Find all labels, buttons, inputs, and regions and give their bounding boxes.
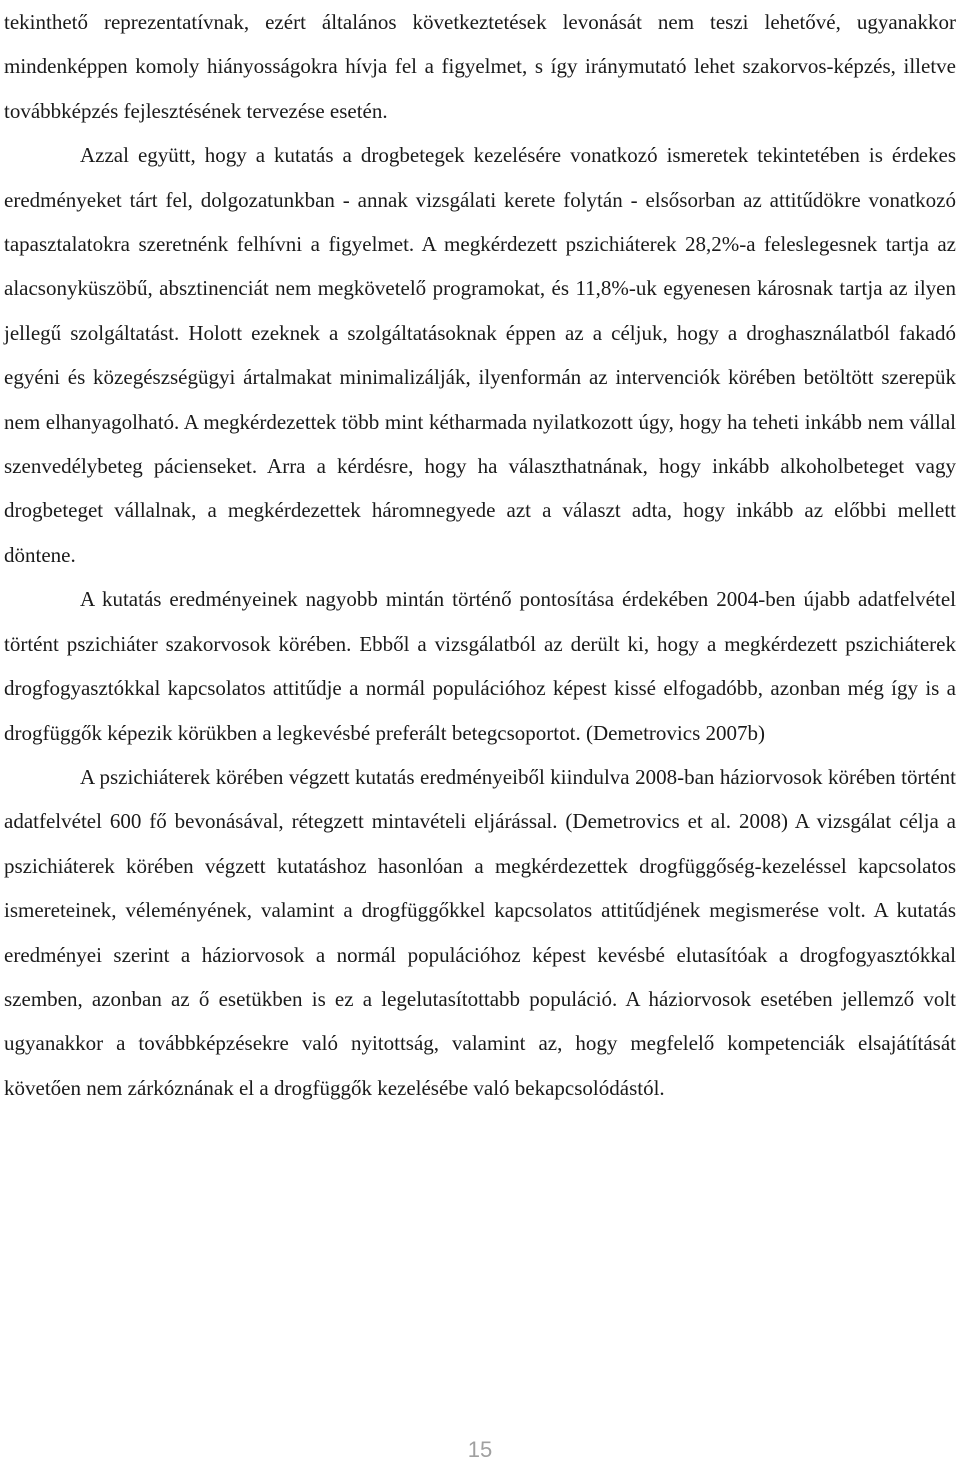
paragraph-2008-survey: A pszichiáterek körében végzett kutatás eredményeiből kiindulva 2008-ban háziorvosok körében történt adatfelvétel 600 fő bevonásával, rétegzett mintavételi eljárással. (Demetrovics et al. 2008) A vizsgálat célja a pszichiáterek körében végzett kutatáshoz hasonlóan a megkérdezettek drogfüggőség-kezeléssel kapcsolatos ismereteinek, véleményének, valamint a drogfüggőkkel kapcsolatos attitűdjének megismerése volt. A kutatás eredményei szerint a háziorvosok a normál populációhoz képest kevésbé elutasítóak a drogfogyasztókkal szemben, azonban az ő esetükben is ez a legelutasítottabb populáció. A háziorvosok esetében jellemző volt ugyanakkor a továbbképzésekre való nyitottság, valamint az, hogy megfelelő kompetenciák elsajátítását követően nem zárkóznának el a drogfüggők kezelésébe való bekapcsolódástól. xyxy=(4,764,956,1100)
document-page xyxy=(4,0,956,1110)
paragraph-continuation: tekinthető reprezentatívnak, ezért általános következtetések levonását nem teszi lehetővé, ugyanakkor mindenképpen komoly hiányosságokra hívja fel a figyelmet, s így iránymutató lehet szakorvos-képzés, illetve továbbképzés fejlesztésének tervezése esetén. xyxy=(4,10,956,123)
page-number: 15 xyxy=(467,1437,493,1462)
paragraph-2004-survey: A kutatás eredményeinek nagyobb mintán történő pontosítása érdekében 2004-ben újabb adatfelvétel történt pszichiáter szakorvosok körében. Ebből a vizsgálatból az derült ki, hogy a megkérdezett pszichiáterek drogfogyasztókkal kapcsolatos attitűdje a normál populációhoz képest kissé elfogadóbb, azonban még így is a drogfüggők képezik körükben a legkevésbé preferált betegcsoportot. (Demetrovics 2007b) xyxy=(4,587,956,745)
paragraph-attitudes: Azzal együtt, hogy a kutatás a drogbetegek kezelésére vonatkozó ismeretek tekintetében is érdekes eredményeket tárt fel, dolgozatunkban - annak vizsgálati kerete folytán - elsősorban az attitűdökre vonatkozó tapasztalatokra szeretnénk felhívni a figyelmet. A megkérdezett pszichiáterek 28,2%-a feleslegesnek tartja az alacsonyküszöbű, absztinenciát nem megkövetelő programokat, és 11,8%-uk egyenesen károsnak tartja az ilyen jellegű szolgáltatást. Holott ezeknek a szolgáltatásoknak éppen az a céljuk, hogy a droghasználatból fakadó egyéni és közegészségügyi ártalmakat minimalizálják, ilyenformán az intervenciók körében betöltött szerepük nem elhanyagolható. A megkérdezettek több mint kétharmada nyilatkozott úgy, hogy ha teheti inkább nem vállal szenvedélybeteg pácienseket. Arra a kérdésre, hogy ha választhatnának, hogy inkább alkoholbeteget vagy drogbeteget vállalnak, a megkérdezettek háromnegyede azt a választ adta, hogy inkább az előbbi mellett döntene. xyxy=(4,143,956,567)
